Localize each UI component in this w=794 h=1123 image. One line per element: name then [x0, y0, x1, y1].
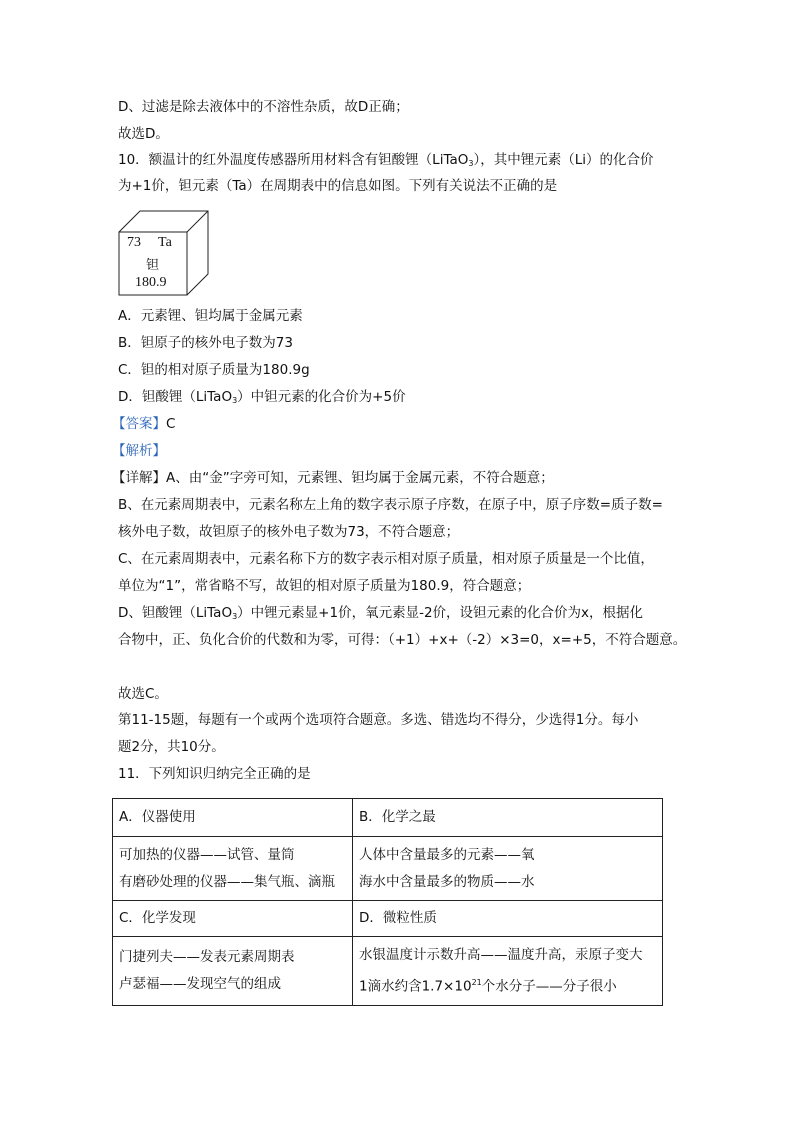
text-line: 为+1价，钽元素（Ta）在周期表中的信息如图。下列有关说法不正确的是	[118, 178, 558, 194]
section-note: 题2分，共10分。	[118, 739, 225, 755]
cell-line	[359, 969, 656, 1001]
detail-line: 单位为“1”，常省略不写，故钽的相对原子质量为180.9，符合题意；	[118, 578, 531, 594]
option-c: C．钽的相对原子质量为180.9g	[118, 362, 310, 378]
question-11-stem: 11．下列知识归纳完全正确的是	[118, 766, 311, 782]
text: D、钽酸锂（LiTaO	[118, 605, 233, 621]
table-row	[113, 799, 663, 837]
cell-b-head: B．化学之最	[353, 799, 663, 837]
text: ）中锂元素显+1价，氧元素显-2价，设钽元素的化合价为x，根据化	[237, 605, 644, 621]
cell-d-body	[353, 937, 663, 1006]
text: A、由“金”字旁可知，元素锂、钽均属于金属元素，不符合题意；	[166, 470, 554, 486]
text: ）中钽元素的化合价为+5价	[237, 389, 406, 405]
subscript: 3	[232, 612, 238, 621]
cell-line: 有磨砂处理的仪器——集气瓶、滴瓶	[119, 873, 335, 890]
option-b: B．钽原子的核外电子数为73	[118, 335, 293, 351]
cell-line: 水银温度计示数升高——温度升高，汞原子变大	[359, 946, 643, 963]
detail-line	[118, 603, 643, 627]
cell-a-head: A．仪器使用	[113, 799, 353, 837]
detail-line: 合物中，正、负化合价的代数和为零，可得：（+1）+x+（-2）×3=0，x=+5，不符合题意。	[118, 632, 687, 648]
answer-value: C	[166, 416, 176, 432]
superscript: 21	[471, 977, 482, 987]
atomic-number: 73	[127, 235, 141, 250]
answer-label: 【答案】	[112, 416, 166, 432]
question-10-stem	[118, 150, 654, 174]
subscript: 3	[232, 396, 238, 405]
cell-d-head: D．微粒性质	[353, 901, 663, 937]
cell-c-head: C．化学发现	[113, 901, 353, 937]
element-name: 钽	[146, 258, 160, 273]
option-a: A．元素锂、钽均属于金属元素	[118, 308, 303, 324]
text: 10．额温计的红外温度传感器所用材料含有钽酸锂（LiTaO	[118, 152, 469, 168]
analysis-label: 【解析】	[112, 443, 166, 459]
text: 1滴水约含1.7×10	[359, 978, 472, 995]
periodic-element-cube	[118, 210, 210, 296]
text-line: D、过滤是除去液体中的不溶性杂质，故D正确；	[118, 99, 409, 115]
cell-line: 人体中含量最多的元素——氧	[359, 846, 535, 863]
detail-line: C、在元素周期表中，元素名称下方的数字表示相对原子质量，相对原子质量是一个比值，	[118, 551, 654, 567]
detail-label: 【详解】	[112, 470, 166, 486]
table-row	[113, 901, 663, 937]
detail-line: 核外电子数，故钽原子的核外电子数为73，不符合题意；	[118, 524, 460, 540]
cell-a-body	[113, 837, 353, 901]
cell-line: 可加热的仪器——试管、量筒	[119, 846, 295, 863]
knowledge-table	[112, 798, 663, 1006]
element-symbol: Ta	[158, 235, 172, 250]
text: ），其中锂元素（Li）的化合价	[473, 152, 654, 168]
cell-b-body	[353, 837, 663, 901]
table-row	[113, 837, 663, 901]
table-row	[113, 937, 663, 1006]
conclusion: 故选C。	[118, 686, 168, 702]
answer-line	[112, 414, 175, 434]
text: 个水分子——分子很小	[481, 978, 617, 995]
cell-line: 卢瑟福——发现空气的组成	[119, 976, 281, 992]
atomic-mass: 180.9	[135, 275, 167, 290]
option-d	[118, 387, 406, 411]
cell-line: 门捷列夫——发表元素周期表	[119, 949, 295, 965]
cell-c-body	[113, 937, 353, 1006]
text: D．钽酸锂（LiTaO	[118, 389, 233, 405]
text-line: 故选D。	[118, 126, 169, 142]
subscript: 3	[468, 159, 474, 168]
detail-line: B、在元素周期表中，元素名称左上角的数字表示原子序数，在原子中，原子序数=质子数=	[118, 497, 663, 513]
cell-line: 海水中含量最多的物质——水	[359, 873, 535, 890]
detail-line	[112, 468, 554, 488]
section-note: 第11-15题，每题有一个或两个选项符合题意。多选、错选均不得分，少选得1分。每小	[118, 712, 639, 728]
